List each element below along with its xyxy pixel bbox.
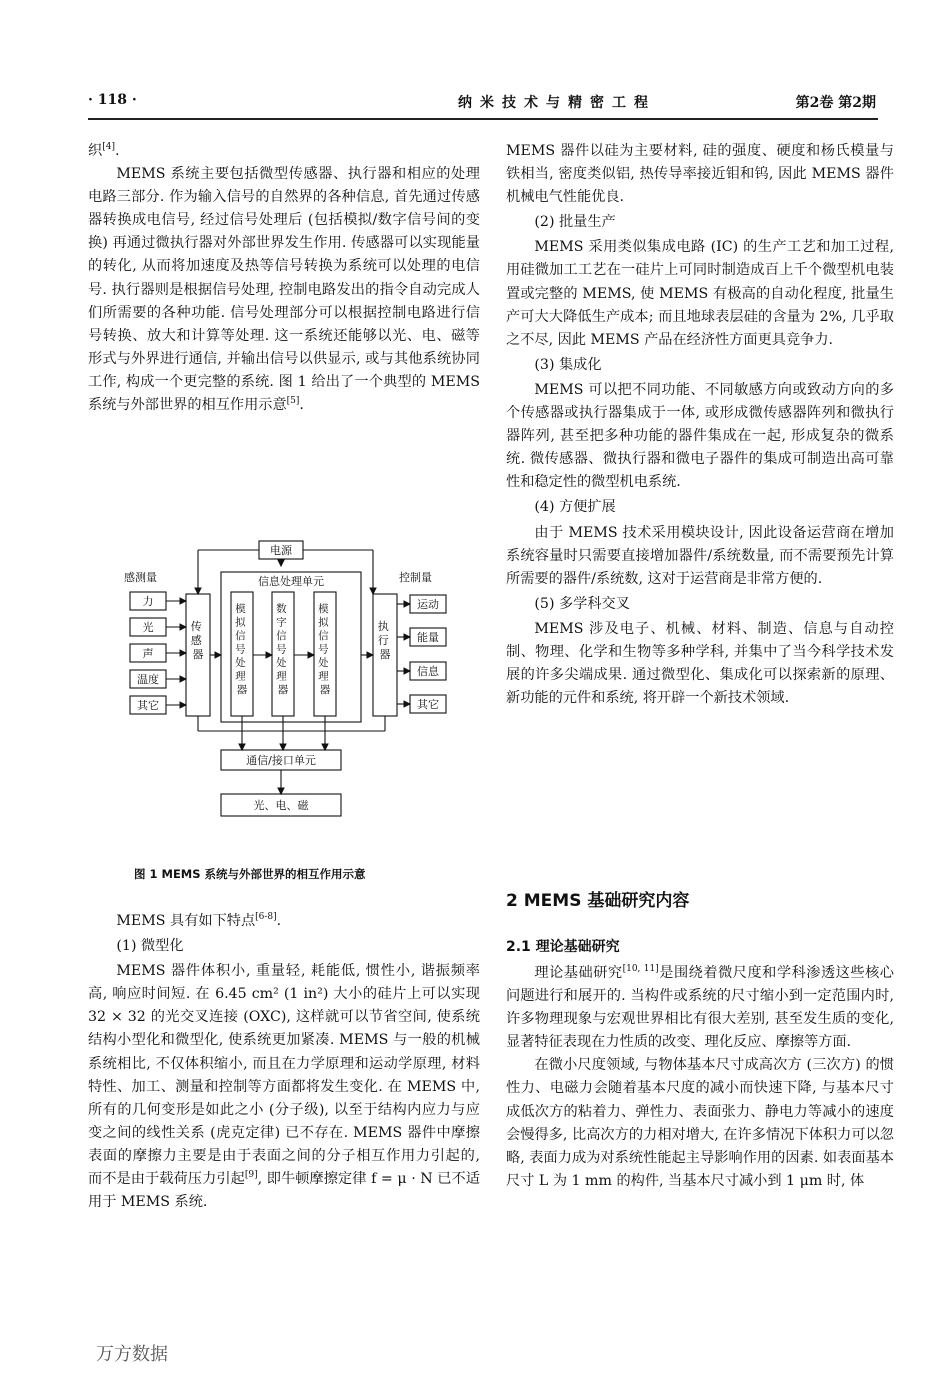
- dp-glyph-1: 数: [276, 603, 287, 615]
- left-column-bottom: [88, 910, 480, 1214]
- power-label: 电源: [270, 544, 292, 557]
- actuator-glyph-2: 行: [377, 634, 389, 647]
- ap2-glyph-6: 理: [318, 670, 329, 683]
- features-intro: MEMS 具有如下特点[6-8].: [116, 912, 282, 929]
- citation: [6-8]: [255, 912, 277, 922]
- info-unit-label: 信息处理单元: [258, 575, 324, 588]
- right-column-bottom: [506, 962, 894, 1193]
- dp-glyph-4: 号: [276, 643, 287, 656]
- sensor-glyph-2: 感: [190, 634, 202, 647]
- sensor-glyph-1: 传: [190, 620, 202, 633]
- citation: [5]: [286, 396, 300, 407]
- heading-batch: (2) 批量生产: [534, 214, 616, 231]
- actuator-glyph-3: 器: [379, 648, 391, 661]
- volume-issue: 第2卷 第2期: [795, 95, 876, 111]
- ap2-glyph-2: 拟: [318, 616, 329, 629]
- input-label-force: 力: [142, 595, 154, 608]
- paragraph-system: MEMS 系统主要包括微型传感器、执行器和相应的处理电路三部分. 作为输入信号的自然界的各种信息, 首先通过传感器转换成电信号, 经过信号处理后 (包括模拟/数字信号间的变换) 再通过微执行器对外部世界发生作用. 传感器可以实现能量的转化, 从而将加速度及热等信号转换为系统可以处理的电信号. 执行器则是根据信号处理, 控制电路发出的指令自动完成人们所需要的各种功能. 信号处理部分可以根据控制电路进行信号转换、放大和计算等处理. 这一系统还能够以光、电、磁等形式与外界进行通信, 并输出信号以供显示, 或与其他系统协同工作, 构成一个更完整的系统. 图 1 给出了一个典型的 MEMS 系统与外部世界的相互作用示意[5].: [88, 166, 480, 414]
- heading-multidiscipline: (5) 多学科交叉: [534, 595, 630, 612]
- ext-label: 光、电、磁: [253, 799, 309, 812]
- heading-integration: (3) 集成化: [534, 356, 602, 373]
- ap1-glyph-4: 号: [235, 643, 246, 656]
- actuator-glyph-1: 执: [377, 620, 389, 633]
- dp-glyph-5: 处: [276, 657, 287, 669]
- journal-title: 纳米技术与精密工程: [458, 95, 656, 111]
- input-label-light: 光: [142, 621, 154, 634]
- paragraph-silicon: MEMS 器件以硅为主要材料, 硅的强度、硬度和杨氏模量与铁相当, 密度类似铝, 热传导率接近钼和钨, 因此 MEMS 器件机械电气性能优良.: [506, 143, 894, 206]
- heading-miniaturization: (1) 微型化: [116, 938, 184, 955]
- left-column: [88, 140, 480, 417]
- figure-caption: 图 1 MEMS 系统与外部世界的相互作用示意: [134, 867, 366, 881]
- section-2-1-heading: 2.1 理论基础研究: [506, 939, 620, 955]
- sensor-label: [191, 619, 206, 661]
- ap1-glyph-1: 模: [235, 603, 246, 615]
- paragraph-batch: MEMS 采用类似集成电路 (IC) 的生产工艺和加工过程, 用硅微加工工艺在一硅片上可同时制造成百上千个微型机电装置或完整的 MEMS, 使 MEMS 有极高的自动化程度, 批量生产可大大降低生产成本; 而且地球表层硅的含量为 2%, 几乎取之不尽, 因此 MEMS 产品在经济性方面更具竞争力.: [506, 239, 894, 348]
- actuator-label: [378, 619, 393, 661]
- output-label-energy: 能量: [417, 631, 439, 644]
- heading-expansion: (4) 方便扩展: [534, 499, 616, 516]
- citation: [10, 11]: [622, 964, 659, 974]
- citation: [9]: [244, 1170, 258, 1181]
- running-header: [88, 92, 876, 114]
- output-label-other: 其它: [417, 698, 439, 711]
- output-label-motion: 运动: [417, 598, 439, 611]
- page-number: · 118 ·: [88, 92, 137, 108]
- digital-processor-label: [276, 602, 290, 696]
- comm-unit-label: 通信/接口单元: [246, 754, 316, 767]
- ap2-glyph-4: 号: [318, 643, 329, 656]
- sensed-label: 感测量: [124, 571, 157, 584]
- dp-glyph-6: 理: [276, 670, 287, 683]
- control-label: 控制量: [399, 571, 432, 584]
- ap1-glyph-3: 信: [235, 630, 246, 642]
- footer-watermark: 万方数据: [96, 1344, 168, 1365]
- dp-glyph-3: 信: [276, 630, 287, 642]
- dp-glyph-2: 字: [276, 616, 287, 629]
- citation: [4]: [102, 142, 115, 152]
- paragraph-theory: 理论基础研究[10, 11]是围绕着微尺度和学科渗透这些核心问题进行和展开的. 当构件或系统的尺寸缩小到一定范围内时, 许多物理现象与宏观世界相比有很大差别, 甚至发生质的变化, 显著特征表现在力性质的改变、理化反应、摩擦等方面.: [506, 964, 894, 1051]
- analog-processor-1-label: [235, 602, 249, 696]
- ap2-glyph-3: 信: [318, 630, 329, 642]
- analog-processor-2-label: [318, 602, 332, 696]
- paragraph-integration: MEMS 可以把不同功能、不同敏感方向或致动方向的多个传感器或执行器集成于一体, 或形成微传感器阵列和微执行器阵列, 甚至把多种功能的器件集成在一起, 形成复杂的微系统. 微传感器、微执行器和微电子器件的集成可制造出高可靠性和稳定性的微型机电系统.: [506, 381, 894, 491]
- paragraph-scale-effects: 在微小尺度领域, 与物体基本尺寸成高次方 (三次方) 的惯性力、电磁力会随着基本尺度的减小而快速下降, 与基本尺寸成低次方的粘着力、弹性力、表面张力、静电力等减小的速度会慢得多, 比高次方的力相对增大, 在许多情况下体积力可以忽略, 表面力成为对系统性能起主导影响作用的因素. 如表面基本尺寸 L 为 1 mm 的构件, 当基本尺寸减小到 1 μm 时, 体: [506, 1057, 894, 1189]
- ap1-glyph-5: 处: [235, 657, 246, 669]
- ap2-glyph-1: 模: [318, 603, 329, 615]
- paragraph-expansion: 由于 MEMS 技术采用模块设计, 因此设备运营商在增加系统容量时只需要直接增加器件/系统数量, 而不需要预先计算所需要的器件/系统数, 这对于运营商是非常方便的.: [506, 524, 894, 587]
- header-rule: [88, 118, 878, 120]
- input-label-sound: 声: [142, 647, 154, 660]
- output-label-info: 信息: [417, 665, 439, 678]
- ap1-glyph-7: 器: [236, 684, 248, 696]
- paragraph-miniaturization: MEMS 器件体积小, 重量轻, 耗能低, 惯性小, 谐振频率高, 响应时间短. 在 6.45 cm² (1 in²) 大小的硅片上可以实现 32 × 32 的光交叉连接 (OXC), 这样就可以节省空间, 使系统结构小型化和微型化, 使系统更加紧凑. MEMS 与一般的机械系统相比, 不仅体积缩小, 而且在力学原理和运动学原理, 材料特性、加工、测量和控制等方面都将发生变化. 在 MEMS 中, 所有的几何变形是如此之小 (分子级), 以至于结构内应力与应变之间的线性关系 (虎克定律) 已不存在. MEMS 器件中摩擦表面的摩擦力主要是由于表面之间的分子相互作用力引起的, 而不是由于载荷压力引起[9], 即牛顿摩擦定律 f = μ · N 已不适用于 MEMS 系统.: [88, 963, 480, 1211]
- paragraph-multidiscipline: MEMS 涉及电子、机械、材料、制造、信息与自动控制、物理、化学和生物等多种学科, 并集中了当今科学技术发展的许多尖端成果. 通过微型化、集成化可以探索新的原理、新功能的元件和系统, 将开辟一个新技术领域.: [506, 620, 894, 707]
- dp-glyph-7: 器: [277, 684, 289, 696]
- ap2-glyph-7: 器: [319, 684, 331, 696]
- right-column: [506, 140, 894, 710]
- sensor-glyph-3: 器: [192, 648, 204, 661]
- input-label-temperature: 温度: [137, 673, 159, 686]
- section-2-heading: 2 MEMS 基础研究内容: [506, 891, 690, 911]
- figure-1-diagram: [124, 538, 470, 823]
- paragraph-continuation: 织[4].: [88, 142, 120, 159]
- ap1-glyph-6: 理: [235, 670, 246, 683]
- ap2-glyph-5: 处: [318, 657, 329, 669]
- ap1-glyph-2: 拟: [235, 616, 246, 629]
- input-label-other: 其它: [137, 699, 159, 712]
